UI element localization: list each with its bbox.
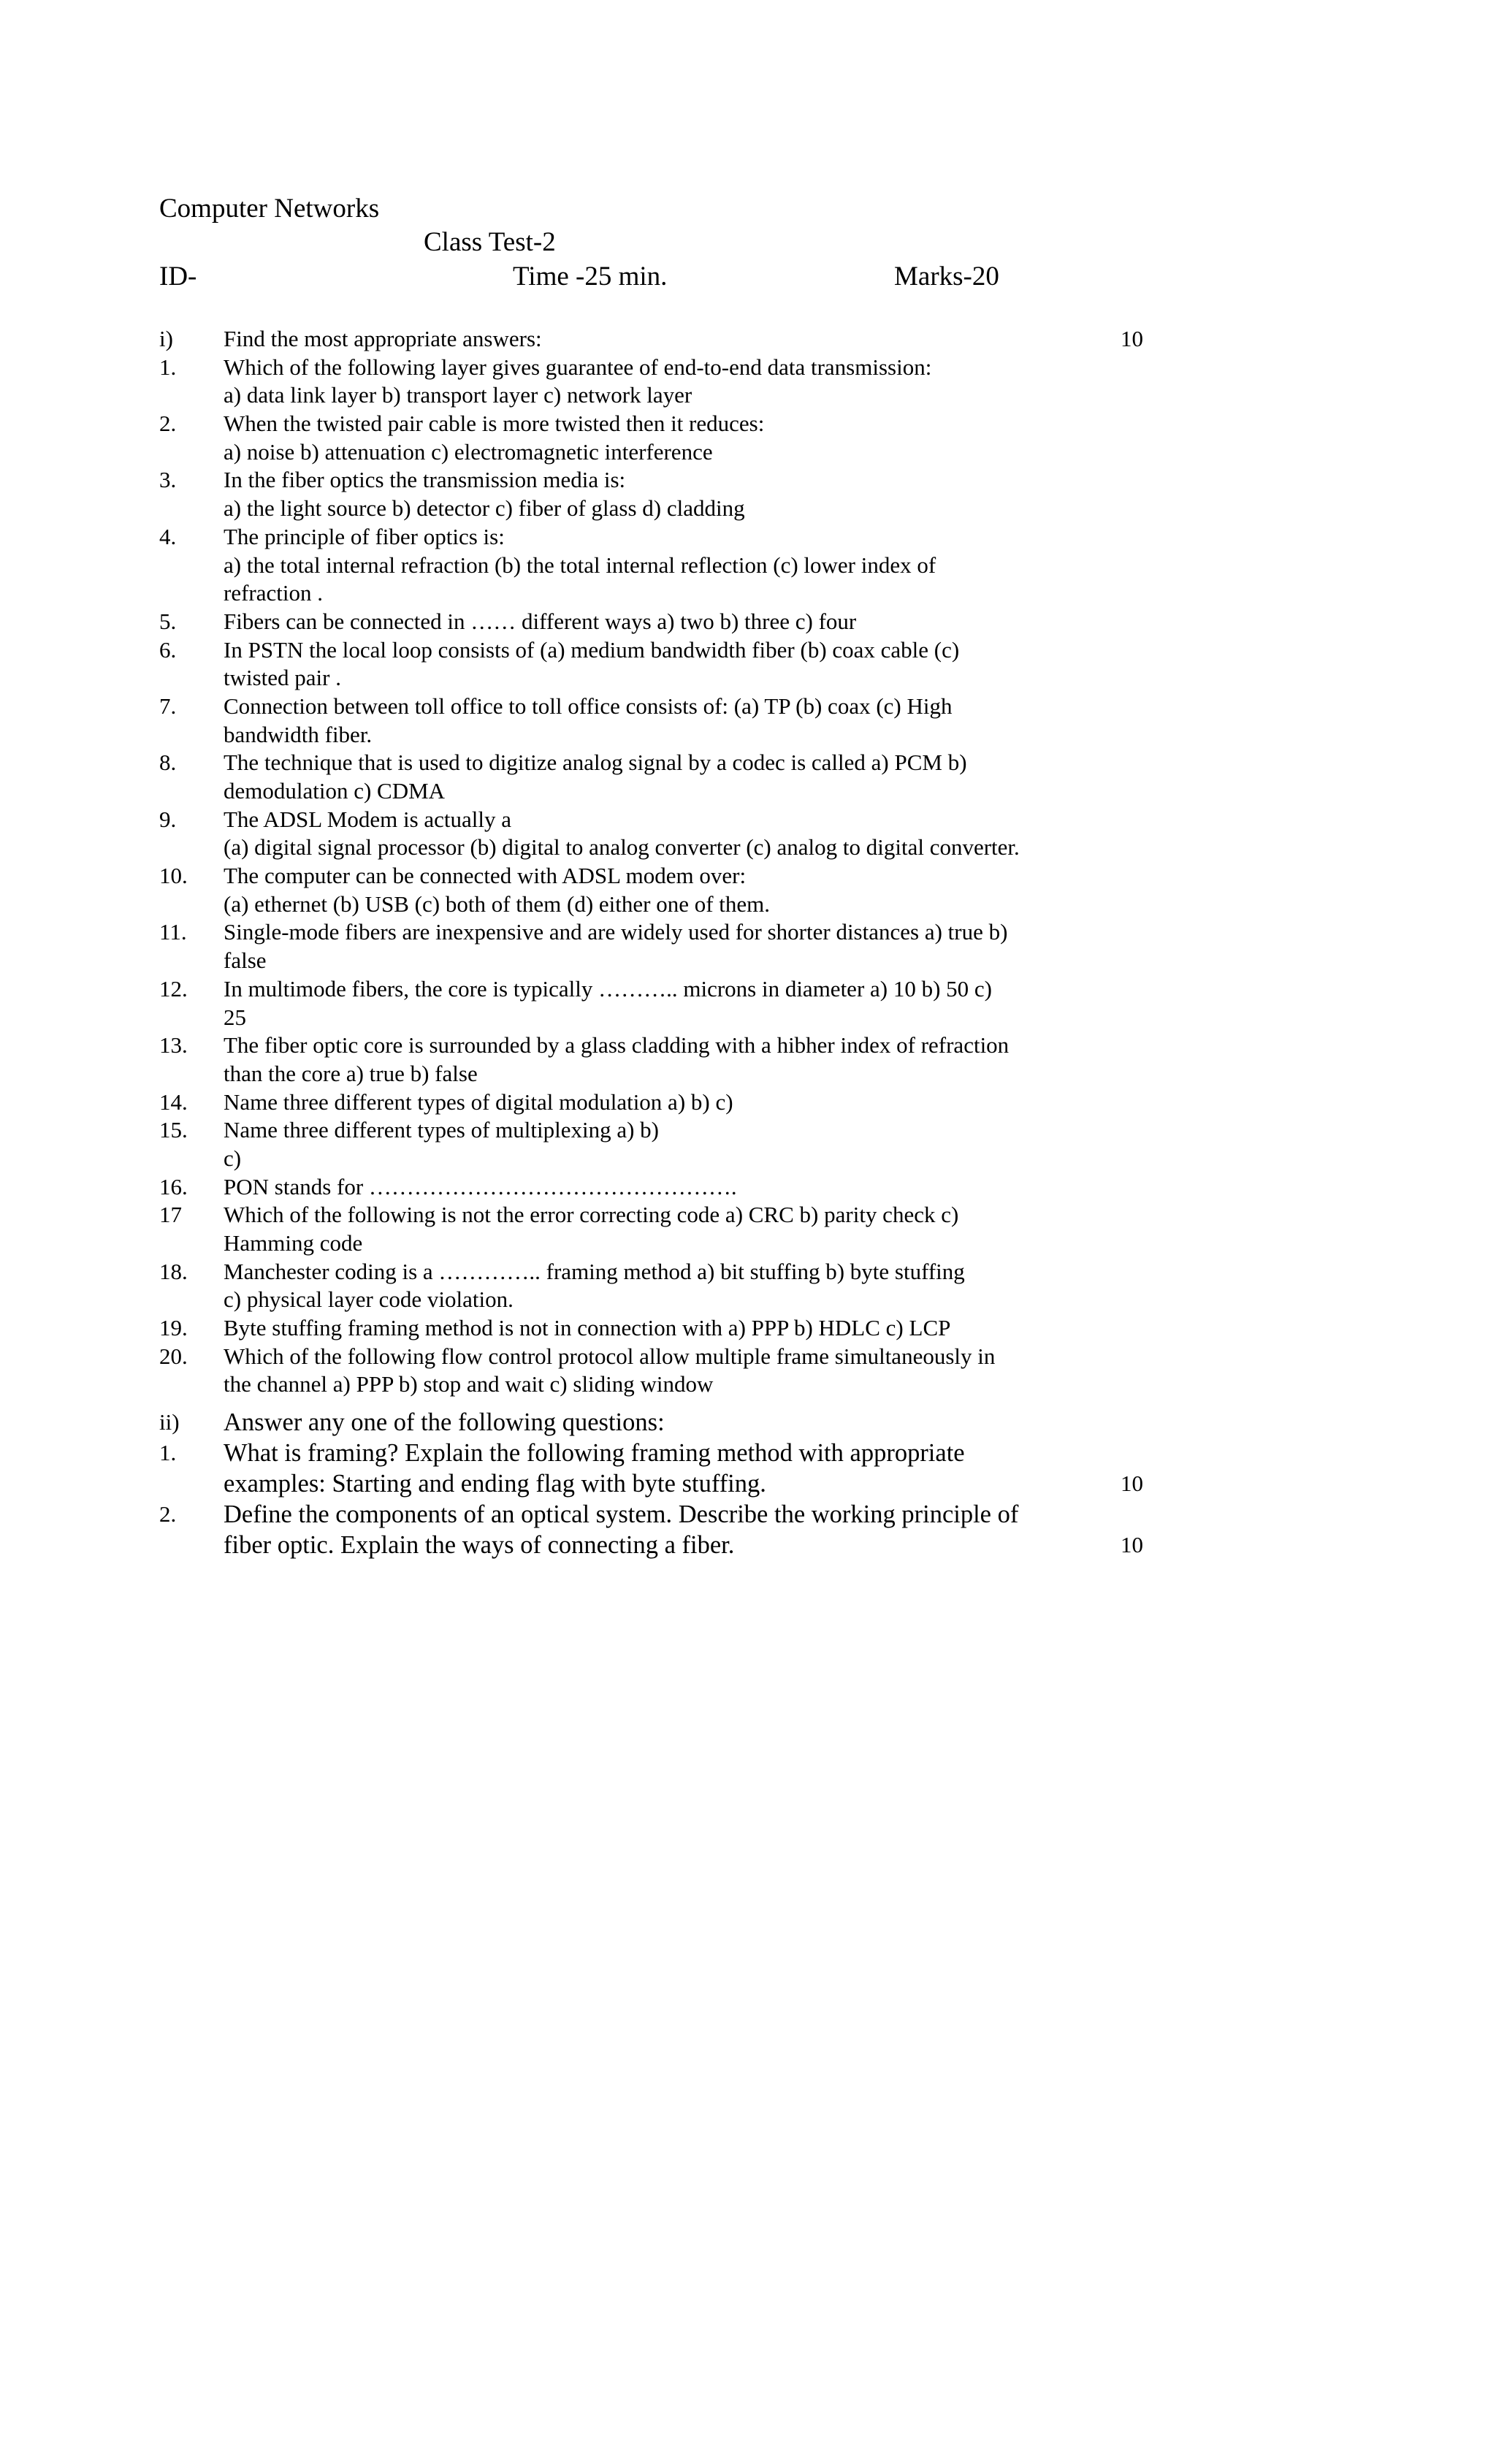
question-line <box>159 1004 1167 1032</box>
question-text: Byte stuffing framing method is not in connection with a) PPP b) HDLC c) LCP <box>224 1315 951 1341</box>
question-number: 3. <box>159 467 177 493</box>
question-line <box>159 806 1167 834</box>
question-line <box>159 523 1167 552</box>
question-line <box>159 1258 1167 1286</box>
question-line <box>159 1229 1167 1258</box>
question-line <box>159 1286 1167 1314</box>
question-text: Which of the following flow control protocol allow multiple frame simultaneously in <box>224 1343 996 1369</box>
question-marks: 10 <box>1121 1532 1143 1557</box>
question-number: 18. <box>159 1258 188 1284</box>
question-line <box>159 1499 1167 1530</box>
question-number: 20. <box>159 1343 188 1369</box>
question-line <box>159 890 1167 919</box>
question-number: 2. <box>159 1501 177 1527</box>
section-one <box>159 325 1167 1399</box>
section-one-heading <box>159 325 1167 354</box>
question-number: 16. <box>159 1173 188 1199</box>
question-line <box>159 1145 1167 1173</box>
question-line <box>159 664 1167 693</box>
section-title: Find the most appropriate answers: <box>224 326 542 351</box>
question-text: Manchester coding is a ………….. framing method a) bit stuffing b) byte stuffing <box>224 1258 965 1284</box>
question-number: 5. <box>159 608 177 634</box>
question-line <box>159 495 1167 523</box>
question-text: (a) ethernet (b) USB (c) both of them (d) either one of them. <box>224 890 771 917</box>
question-line <box>159 1530 1167 1560</box>
question-line <box>159 1343 1167 1371</box>
question-text: The technique that is used to digitize analog signal by a codec is called a) PCM b) <box>224 750 967 776</box>
id-label: ID- <box>159 262 197 291</box>
question-number: 4. <box>159 523 177 549</box>
question-number: 6. <box>159 636 177 663</box>
question-line <box>159 834 1167 862</box>
question-line <box>159 552 1167 580</box>
time-label: Time -25 min. <box>513 262 668 291</box>
question-text: bandwidth fiber. <box>224 721 373 747</box>
question-line <box>159 721 1167 750</box>
question-text: false <box>224 947 267 974</box>
question-text: (a) digital signal processor (b) digital to analog converter (c) analog to digital converter. <box>224 834 1020 861</box>
question-line <box>159 947 1167 975</box>
question-text: Fibers can be connected in …… different ways a) two b) three c) four <box>224 608 857 634</box>
question-text: twisted pair . <box>224 665 341 691</box>
question-text: Hamming code <box>224 1230 363 1256</box>
question-number: 8. <box>159 750 177 776</box>
question-line <box>159 1088 1167 1117</box>
course-title: Computer Networks <box>159 194 380 224</box>
question-line <box>159 918 1167 947</box>
question-number: 1. <box>159 354 177 380</box>
question-number: 12. <box>159 975 188 1002</box>
question-text: a) the total internal refraction (b) the total internal reflection (c) lower index of <box>224 552 936 578</box>
question-line <box>159 1438 1167 1468</box>
question-text: The fiber optic core is surrounded by a glass cladding with a hibher index of refraction <box>224 1032 1010 1059</box>
question-line <box>159 579 1167 608</box>
question-text: The ADSL Modem is actually a <box>224 806 512 832</box>
question-text: Which of the following is not the error correcting code a) CRC b) parity check c) <box>224 1202 959 1228</box>
question-line <box>159 608 1167 636</box>
question-number: 17 <box>159 1202 182 1228</box>
question-number: 11. <box>159 919 187 945</box>
question-line <box>159 1314 1167 1343</box>
question-number: 1. <box>159 1440 177 1465</box>
section-two <box>159 1407 1167 1560</box>
question-line <box>159 410 1167 438</box>
section-two-heading <box>159 1407 1167 1438</box>
question-text: Single-mode fibers are inexpensive and are widely used for shorter distances a) true b) <box>224 919 1008 945</box>
test-title: Class Test-2 <box>424 227 556 257</box>
question-line <box>159 1031 1167 1060</box>
question-text: 25 <box>224 1004 246 1030</box>
question-line <box>159 354 1167 382</box>
question-line <box>159 862 1167 890</box>
question-text: Connection between toll office to toll office consists of: (a) TP (b) coax (c) High <box>224 693 953 719</box>
question-number: 15. <box>159 1117 188 1143</box>
question-line <box>159 466 1167 495</box>
section-marks: 10 <box>1121 326 1143 351</box>
question-number: 9. <box>159 806 177 832</box>
question-text: Define the components of an optical system. Describe the working principle of <box>224 1500 1019 1528</box>
question-text: c) <box>224 1145 242 1171</box>
question-line <box>159 749 1167 777</box>
question-line <box>159 636 1167 665</box>
question-text: Name three different types of digital modulation a) b) c) <box>224 1088 733 1115</box>
question-text: refraction . <box>224 580 323 606</box>
question-text: the channel a) PPP b) stop and wait c) sliding window <box>224 1371 714 1397</box>
question-text: What is framing? Explain the following framing method with appropriate <box>224 1439 965 1467</box>
question-line <box>159 1370 1167 1399</box>
question-text: PON stands for …………………………………………. <box>224 1173 737 1199</box>
question-text: Name three different types of multiplexing a) b) <box>224 1117 659 1143</box>
question-number: 7. <box>159 693 177 719</box>
question-text: In multimode fibers, the core is typically ……….. microns in diameter a) 10 b) 50 c) <box>224 975 993 1002</box>
section-number: i) <box>159 326 173 351</box>
question-text: fiber optic. Explain the ways of connecting a fiber. <box>224 1531 735 1559</box>
question-text: a) noise b) attenuation c) electromagnetic interference <box>224 438 713 465</box>
question-text: demodulation c) CDMA <box>224 778 446 804</box>
question-marks: 10 <box>1121 1471 1143 1496</box>
question-text: In the fiber optics the transmission media is: <box>224 467 626 493</box>
marks-label: Marks-20 <box>894 262 999 291</box>
question-line <box>159 1173 1167 1202</box>
question-line <box>159 1116 1167 1145</box>
question-number: 19. <box>159 1315 188 1341</box>
question-text: Which of the following layer gives guarantee of end-to-end data transmission: <box>224 354 932 380</box>
question-text: When the twisted pair cable is more twisted then it reduces: <box>224 411 765 437</box>
question-line <box>159 381 1167 410</box>
question-text: The principle of fiber optics is: <box>224 523 505 549</box>
question-text: c) physical layer code violation. <box>224 1286 514 1313</box>
question-text: The computer can be connected with ADSL modem over: <box>224 863 747 889</box>
question-line <box>159 975 1167 1004</box>
section-title: Answer any one of the following questions: <box>224 1408 665 1436</box>
section-number: ii) <box>159 1409 180 1435</box>
question-line <box>159 777 1167 806</box>
question-text: examples: Starting and ending flag with byte stuffing. <box>224 1470 766 1498</box>
question-line <box>159 438 1167 467</box>
question-line <box>159 693 1167 721</box>
question-number: 14. <box>159 1088 188 1115</box>
question-number: 13. <box>159 1032 188 1059</box>
question-number: 2. <box>159 411 177 437</box>
question-text: a) data link layer b) transport layer c) network layer <box>224 382 692 408</box>
question-number: 10. <box>159 863 188 889</box>
question-text: In PSTN the local loop consists of (a) medium bandwidth fiber (b) coax cable (c) <box>224 636 960 663</box>
question-text: than the core a) true b) false <box>224 1060 478 1086</box>
question-line <box>159 1060 1167 1088</box>
question-text: a) the light source b) detector c) fiber of glass d) cladding <box>224 495 745 522</box>
question-line <box>159 1468 1167 1499</box>
question-line <box>159 1201 1167 1229</box>
